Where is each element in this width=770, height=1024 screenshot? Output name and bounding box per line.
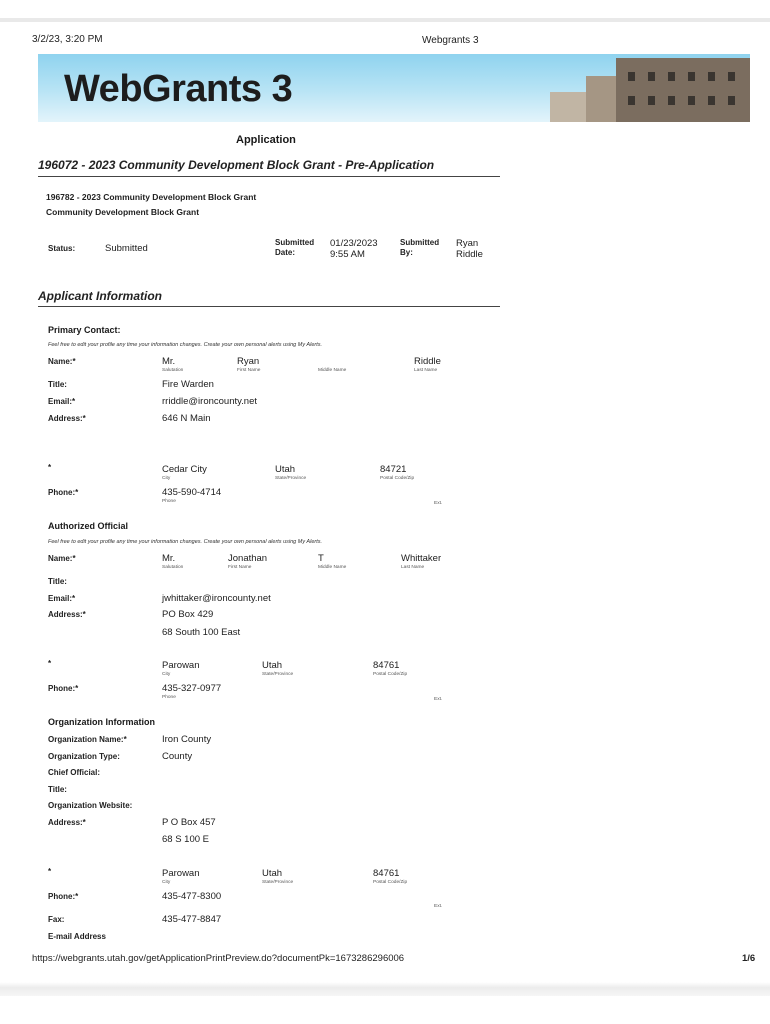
scan-edge-top [0, 18, 770, 22]
primary-phone-label: Phone:* [48, 488, 79, 497]
org-city-required-mark: * [48, 867, 52, 876]
building-window [628, 72, 635, 81]
banner-building-part [616, 58, 750, 122]
org-zip: 84761 [373, 868, 400, 879]
building-window [688, 72, 695, 81]
submitted-by-label-2: By: [400, 248, 413, 257]
building-window [688, 96, 695, 105]
org-website-label: Organization Website: [48, 801, 133, 810]
primary-city: Cedar City [162, 464, 207, 475]
title-divider [38, 176, 500, 177]
page-heading: Application [236, 134, 296, 146]
primary-city-caption: City [162, 476, 171, 481]
program-line: 196782 - 2023 Community Development Block Grant [46, 192, 257, 202]
official-ext-caption: Ext. [434, 697, 443, 702]
banner [38, 54, 750, 122]
org-chief-label: Chief Official: [48, 768, 101, 777]
submitted-date-label-2: Date: [275, 248, 296, 257]
org-fax: 435-477-8847 [162, 914, 222, 925]
submitted-date-label: Submitted [275, 238, 315, 247]
primary-zip-caption: Postal Code/Zip [380, 476, 415, 481]
official-title-label: Title: [48, 577, 67, 586]
org-address-line2: 68 S 100 E [162, 834, 210, 845]
official-city: Parowan [162, 660, 200, 671]
building-window [728, 72, 735, 81]
primary-middle-name-caption: Middle Name [318, 368, 347, 373]
primary-first-name-caption: First Name [237, 368, 261, 373]
primary-title-label: Title: [48, 380, 67, 389]
primary-city-required-mark: * [48, 463, 52, 472]
building-window [728, 96, 735, 105]
primary-address-label: Address:* [48, 414, 86, 423]
org-type: County [162, 751, 193, 762]
org-name-label: Organization Name:* [48, 735, 127, 744]
org-title-label: Title: [48, 785, 67, 794]
status-label: Status: [48, 244, 76, 253]
org-phone: 435-477-8300 [162, 891, 222, 902]
primary-salutation: Mr. [162, 356, 176, 367]
building-window [708, 96, 715, 105]
org-city-caption: City [162, 880, 171, 885]
official-address-line2: 68 South 100 East [162, 627, 241, 638]
official-address-label: Address:* [48, 610, 86, 619]
primary-title: Fire Warden [162, 379, 214, 390]
official-profile-note: Feel free to edit your profile any time your information changes. Create your own personal alerts using My Alerts. [48, 539, 323, 545]
primary-zip: 84721 [380, 464, 407, 475]
official-zip-caption: Postal Code/Zip [373, 672, 408, 677]
building-window [648, 72, 655, 81]
official-salutation: Mr. [162, 553, 176, 564]
print-site-name: Webgrants 3 [422, 35, 479, 46]
org-address-line1: P O Box 457 [162, 817, 216, 828]
banner-title: WebGrants 3 [64, 68, 293, 110]
primary-contact-heading: Primary Contact: [48, 325, 121, 335]
primary-state: Utah [275, 464, 296, 475]
primary-state-caption: State/Province [275, 476, 307, 481]
official-state: Utah [262, 660, 283, 671]
primary-ext-caption: Ext. [434, 501, 443, 506]
submitted-by-label: Submitted [400, 238, 440, 247]
official-city-required-mark: * [48, 659, 52, 668]
program-name: Community Development Block Grant [46, 207, 200, 217]
scan-edge-bottom [0, 982, 770, 996]
building-window [628, 96, 635, 105]
submitted-time: 9:55 AM [330, 249, 365, 260]
org-fax-label: Fax: [48, 915, 65, 924]
print-datetime: 3/2/23, 3:20 PM [32, 34, 103, 45]
org-state-caption: State/Province [262, 880, 294, 885]
building-window [648, 96, 655, 105]
org-ext-caption: Ext. [434, 904, 443, 909]
org-city: Parowan [162, 868, 200, 879]
org-name: Iron County [162, 734, 212, 745]
primary-last-name-caption: Last Name [414, 368, 438, 373]
official-last-name: Whittaker [401, 553, 442, 564]
org-phone-label: Phone:* [48, 892, 79, 901]
official-email: jwhittaker@ironcounty.net [162, 593, 271, 604]
status-value: Submitted [105, 243, 148, 254]
organization-heading: Organization Information [48, 717, 155, 727]
submitted-date: 01/23/2023 [330, 238, 378, 249]
primary-first-name: Ryan [237, 356, 260, 367]
org-email-label: E-mail Address [48, 932, 106, 941]
org-state: Utah [262, 868, 283, 879]
application-title: 196072 - 2023 Community Development Block Grant - Pre-Application [38, 158, 435, 172]
official-phone: 435-327-0977 [162, 683, 222, 694]
print-footer-url: https://webgrants.utah.gov/getApplicationPrintPreview.do?documentPk=1673286296006 [32, 953, 405, 964]
primary-phone-caption: Phone [162, 499, 176, 504]
primary-profile-note: Feel free to edit your profile any time your information changes. Create your own personal alerts using My Alerts. [48, 342, 323, 348]
official-zip: 84761 [373, 660, 400, 671]
official-email-label: Email:* [48, 594, 76, 603]
primary-address-line1: 646 N Main [162, 413, 211, 424]
submitted-by-first: Ryan [456, 238, 479, 249]
banner-building-image [550, 92, 590, 122]
official-phone-caption: Phone [162, 695, 176, 700]
official-salutation-caption: Salutation [162, 565, 184, 570]
applicant-divider [38, 306, 500, 307]
official-address-line1: PO Box 429 [162, 609, 214, 620]
submitted-by-last: Riddle [456, 249, 483, 260]
official-middle-name-caption: Middle Name [318, 565, 347, 570]
building-window [708, 72, 715, 81]
official-name-label: Name:* [48, 554, 76, 563]
official-first-name: Jonathan [228, 553, 268, 564]
official-city-caption: City [162, 672, 171, 677]
official-state-caption: State/Province [262, 672, 294, 677]
primary-email: rriddle@ironcounty.net [162, 396, 258, 407]
primary-name-label: Name:* [48, 357, 76, 366]
org-type-label: Organization Type: [48, 752, 120, 761]
official-phone-label: Phone:* [48, 684, 79, 693]
official-first-name-caption: First Name [228, 565, 252, 570]
building-window [668, 96, 675, 105]
org-address-label: Address:* [48, 818, 86, 827]
primary-salutation-caption: Salutation [162, 368, 184, 373]
print-page-number: 1/6 [742, 953, 756, 964]
primary-phone: 435-590-4714 [162, 487, 222, 498]
official-last-name-caption: Last Name [401, 565, 425, 570]
building-window [668, 72, 675, 81]
official-heading: Authorized Official [48, 521, 129, 531]
official-middle-name: T [318, 553, 324, 564]
org-zip-caption: Postal Code/Zip [373, 880, 408, 885]
applicant-section-title: Applicant Information [38, 289, 162, 303]
primary-last-name: Riddle [414, 356, 441, 367]
primary-email-label: Email:* [48, 397, 76, 406]
